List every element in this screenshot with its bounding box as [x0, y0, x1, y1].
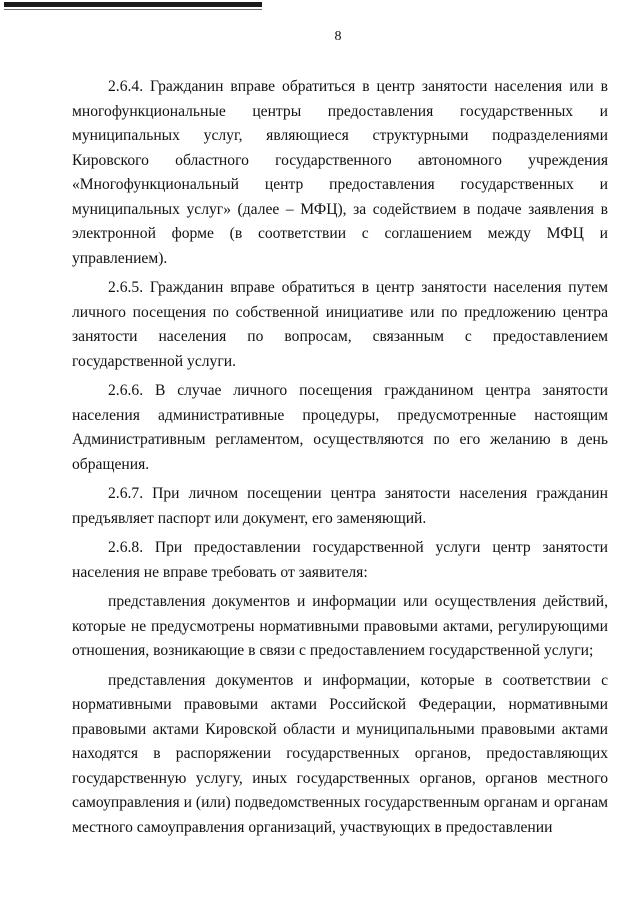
list-item-unrequired-actions: представления документов и информации или осуществления действий, которые не предусмотрены нормативными правовыми актами, регулирующими отношения, возникающие в связи с предоставлением государственной услуги; — [72, 593, 608, 659]
document-body — [72, 75, 608, 845]
list-item-held-documents: представления документов и информации, которые в соответствии с нормативными правовыми актами Российской Федерации, нормативными правовыми актами Кировской области и муниципальными правовыми актами находятся в распоряжении государственных органов, предоставляющих государственную услугу, иных государственных органов, органов местного самоуправления и (или) подведомственных государственным органам и органам местного самоуправления организаций, участвующих в предоставлении — [72, 671, 608, 836]
header-rule-thick — [4, 2, 262, 7]
paragraph-2-6-6: 2.6.6. В случае личного посещения гражданином центра занятости населения административные процедуры, предусмотренные настоящим Административным регламентом, осуществляются по его желанию в день обращения. — [72, 382, 608, 473]
paragraph-2-6-5: 2.6.5. Гражданин вправе обратиться в центр занятости населения путем личного посещения по собственной инициативе или по предложению центра занятости населения по вопросам, связанным с предоставлением государственной услуги. — [72, 279, 608, 370]
page-number: 8 — [334, 29, 342, 44]
header-rule-thin — [4, 9, 262, 10]
paragraph-2-6-8: 2.6.8. При предоставлении государственной услуги центр занятости населения не вправе требовать от заявителя: — [72, 539, 608, 581]
paragraph-2-6-4: 2.6.4. Гражданин вправе обратиться в центр занятости населения или в многофункциональные центры предоставления государственных и муниципальных услуг, являющиеся структурными подразделениями Кировского областного государственного автономного учреждения «Многофункциональный центр предоставления государственных и муниципальных услуг» (далее – МФЦ), за содействием в подаче заявления в электронной форме (в соответствии с соглашением между МФЦ и управлением). — [72, 78, 608, 267]
paragraph-2-6-7: 2.6.7. При личном посещении центра занятости населения гражданин предъявляет паспорт или документ, его заменяющий. — [72, 485, 608, 527]
